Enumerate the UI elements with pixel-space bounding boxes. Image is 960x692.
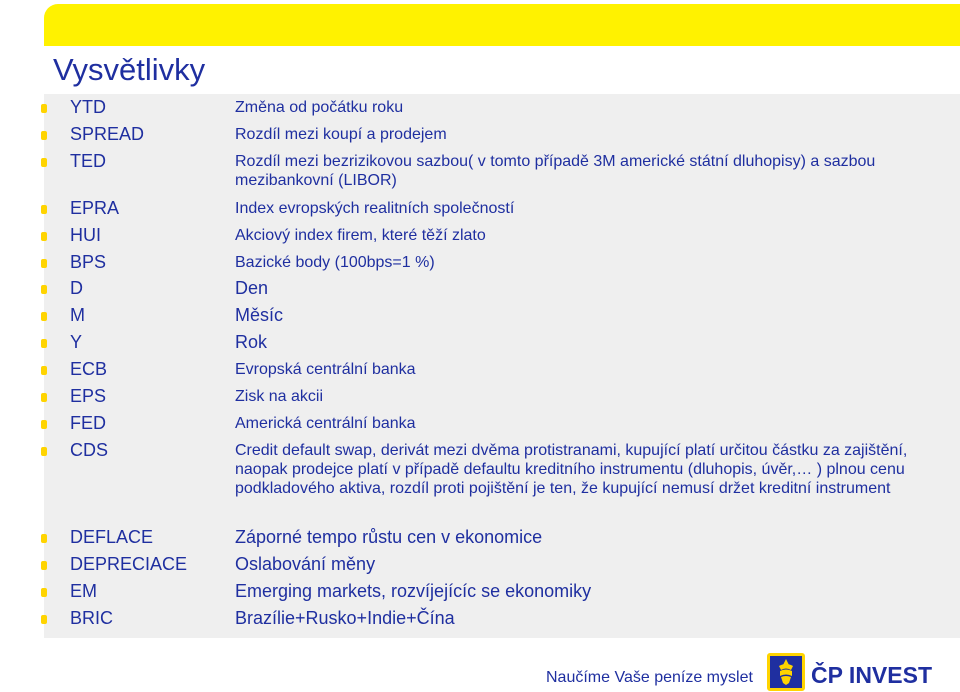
glossary-term: YTD — [70, 97, 106, 117]
glossary-definition: Zisk na akcii — [235, 388, 324, 405]
glossary-definition: Evropská centrální banka — [235, 361, 416, 378]
glossary-term: EPRA — [70, 198, 120, 218]
glossary-term: EPS — [70, 386, 107, 406]
logo-wordmark: ČP INVEST — [811, 662, 932, 688]
glossary-definition: Americká centrální banka — [235, 415, 416, 432]
glossary-definition: Rok — [235, 332, 268, 352]
glossary-definition: Záporné tempo růstu cen v ekonomice — [235, 527, 543, 547]
glossary-term: BPS — [70, 252, 107, 272]
glossary-term: M — [70, 305, 85, 325]
glossary-definition: Změna od počátku roku — [235, 99, 404, 116]
glossary-term: DEFLACE — [70, 527, 154, 547]
glossary-definition: Brazílie+Rusko+Indie+Čína — [235, 608, 455, 628]
glossary-term: FED — [70, 413, 106, 433]
glossary-definition: Index evropských realitních společností — [235, 200, 515, 217]
glossary-definition: Oslabování měny — [235, 554, 376, 574]
glossary-definition: Akciový index firem, které těží zlato — [235, 227, 486, 244]
glossary-definition: Bazické body (100bps=1 %) — [235, 254, 435, 271]
content-panel — [44, 46, 960, 638]
glossary-definition: Rozdíl mezi bezrizikovou sazbou( v tomto případě 3M americké státní dluhopisy) a sazbou mezibankovní (LIBOR) — [235, 153, 876, 189]
glossary-term: Y — [70, 332, 83, 352]
glossary-definition: Rozdíl mezi koupí a prodejem — [235, 126, 447, 143]
glossary-definition: Credit default swap, derivát mezi dvěma protistranami, kupující platí určitou částku za zajištění, naopak prodejce platí v případě defaultu kreditního instrumentu (dluhopis, úvěr,… ) plnou cenu podkladového aktiva, rozdíl proti pojištění je ten, že kupující nemusí držet kreditní instrument — [235, 442, 908, 497]
glossary-term: D — [70, 278, 83, 298]
header-accent-band — [44, 4, 960, 46]
glossary-term: ECB — [70, 359, 108, 379]
glossary-definition: Den — [235, 278, 269, 298]
glossary-term: TED — [70, 151, 106, 171]
glossary-term: SPREAD — [70, 124, 145, 144]
cp-emblem-icon — [767, 653, 805, 691]
glossary-term: DEPRECIACE — [70, 554, 188, 574]
glossary-definition: Emerging markets, rozvíjejícíc se ekonomiky — [235, 581, 592, 601]
glossary-term: CDS — [70, 440, 109, 460]
footer-slogan: Naučíme Vaše peníze myslet — [546, 669, 753, 686]
glossary-term: BRIC — [70, 608, 114, 628]
page-title: Vysvětlivky — [53, 52, 206, 87]
glossary-term: HUI — [70, 225, 101, 245]
cp-emblem-graphic — [770, 656, 802, 688]
glossary-definition: Měsíc — [235, 305, 284, 325]
glossary-term: EM — [70, 581, 97, 601]
